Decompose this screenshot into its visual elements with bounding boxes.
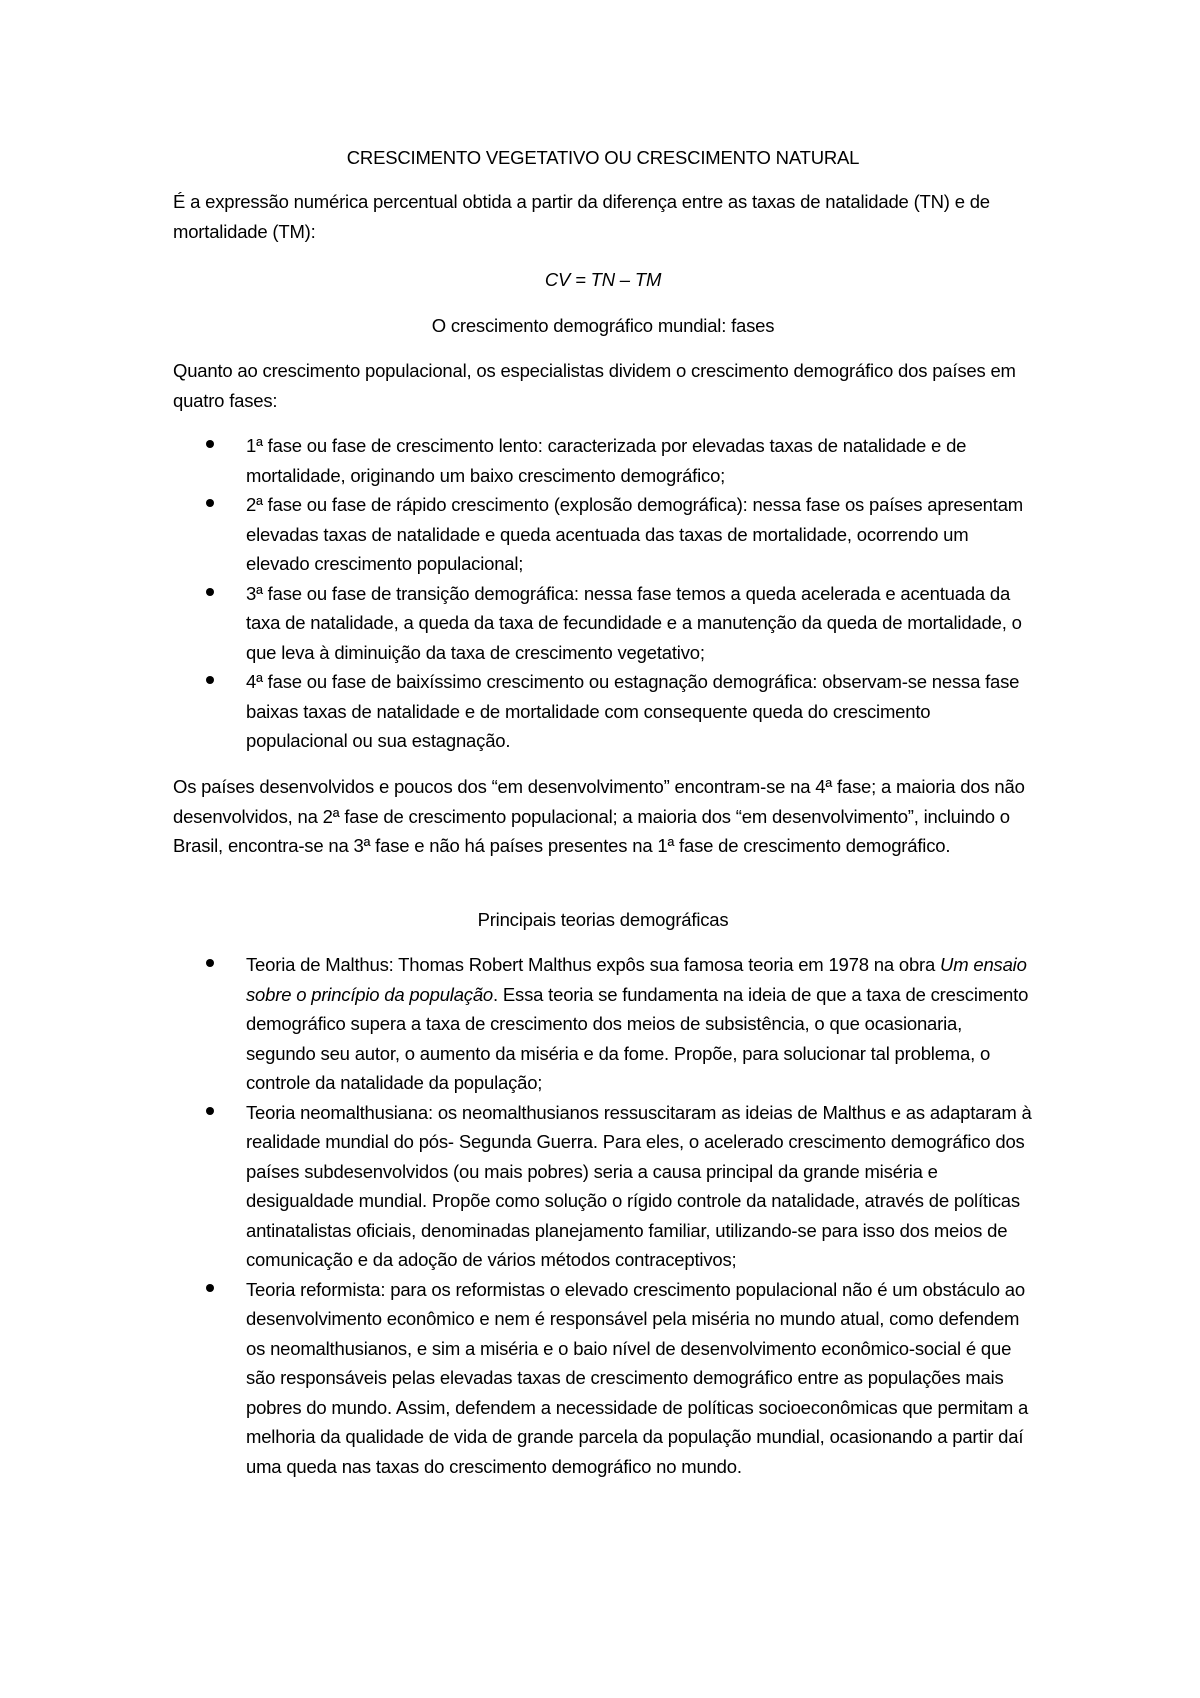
intro-paragraph: É a expressão numérica percentual obtida a partir da diferença entre as taxas de natalidade (TN) e de mortalidade (TM): <box>173 191 990 242</box>
bullet-icon <box>206 1107 214 1115</box>
formula: CV = TN – TM <box>544 269 662 290</box>
bullet-icon <box>206 1284 214 1292</box>
theory-neomalthusian-text: Teoria neomalthusiana: os neomalthusianos ressuscitaram as ideias de Malthus e as adaptaram à realidade mundial do pós- Segunda Guerra. Para eles, o acelerado crescimento demográfico dos países subdesenvolvidos (ou mais pobres) seria a causa principal da grande miséria e desigualdade mundial. Propõe como solução o rígido controle da natalidade, através de políticas antinatalistas oficiais, denominadas planejamento familiar, utilizando-se para isso dos meios de comunicação e da adoção de vários métodos contraceptivos; <box>246 1101 1032 1270</box>
theory-malthus-book-title: Um ensaio sobre o princípio da população <box>246 954 1027 1005</box>
theory-malthus-intro: Teoria de Malthus: Thomas Robert Malthus expôs sua famosa teoria em 1978 na obra <box>246 954 941 975</box>
list-item <box>173 1275 1033 1482</box>
phases-intro-paragraph: Quanto ao crescimento populacional, os especialistas dividem o crescimento demográfico dos países em quatro fases: <box>173 360 1016 411</box>
phase-text: 4ª fase ou fase de baixíssimo crescimento ou estagnação demográfica: observam-se nessa fase baixas taxas de natalidade e de mortalidade com consequente queda do crescimento populacional ou sua estagnação. <box>246 671 1020 751</box>
phase-text: 3ª fase ou fase de transição demográfica: nessa fase temos a queda acelerada e acentuada da taxa de natalidade, a queda da taxa de fecundidade e a manutenção da queda de mortalidade, o que leva à diminuição da taxa de crescimento vegetativo; <box>246 582 1022 663</box>
list-item <box>173 431 1033 490</box>
theories-list <box>173 950 1033 1481</box>
bullet-icon <box>206 440 214 448</box>
phases-list <box>173 431 1033 756</box>
theory-malthus-text: . Essa teoria se fundamenta na ideia de que a taxa de crescimento demográfico supera a taxa de crescimento dos meios de subsistência, o que ocasionaria, segundo seu autor, o aumento da miséria e da fome. Propõe, para solucionar tal problema, o controle da natalidade da população; <box>246 983 1029 1093</box>
section-heading-phases: O crescimento demográfico mundial: fases <box>431 315 775 336</box>
bullet-icon <box>206 959 214 967</box>
phases-conclusion-paragraph: Os países desenvolvidos e poucos dos “em desenvolvimento” encontram-se na 4ª fase; a maioria dos não desenvolvidos, na 2ª fase de crescimento populacional; a maioria dos “em desenvolvimento”, incluindo o Brasil, encontra-se na 3ª fase e não há países presentes na 1ª fase de crescimento demográfico. <box>173 776 1025 856</box>
theory-reformist-text: Teoria reformista: para os reformistas o elevado crescimento populacional não é um obstáculo ao desenvolvimento econômico e nem é responsável pela miséria no mundo atual, como defendem os neomalthusianos, e sim a miséria e o baio nível de desenvolvimento econômico-social é que são responsáveis pelas elevadas taxas de crescimento demográfico entre as populações mais pobres do mundo. Assim, defendem a necessidade de políticas socioeconômicas que permitam a melhoria da qualidade de vida de grande parcela da população mundial, ocasionando a partir daí uma queda nas taxas do crescimento demográfico no mundo. <box>246 1278 1029 1477</box>
phase-text: 2ª fase ou fase de rápido crescimento (explosão demográfica): nessa fase os países apresentam elevadas taxas de natalidade e queda acentuada das taxas de mortalidade, ocorrendo um elevado crescimento populacional; <box>246 494 1023 574</box>
document-title: CRESCIMENTO VEGETATIVO OU CRESCIMENTO NATURAL <box>346 147 860 168</box>
bullet-icon <box>206 676 214 684</box>
list-item <box>173 579 1033 668</box>
list-item <box>173 950 1033 1098</box>
list-item <box>173 667 1033 756</box>
section-heading-theories: Principais teorias demográficas <box>477 909 729 930</box>
list-item <box>173 1098 1033 1275</box>
bullet-icon <box>206 588 214 596</box>
bullet-icon <box>206 499 214 507</box>
phase-text: 1ª fase ou fase de crescimento lento: caracterizada por elevadas taxas de natalidade e de mortalidade, originando um baixo crescimento demográfico; <box>246 435 967 486</box>
list-item <box>173 490 1033 579</box>
